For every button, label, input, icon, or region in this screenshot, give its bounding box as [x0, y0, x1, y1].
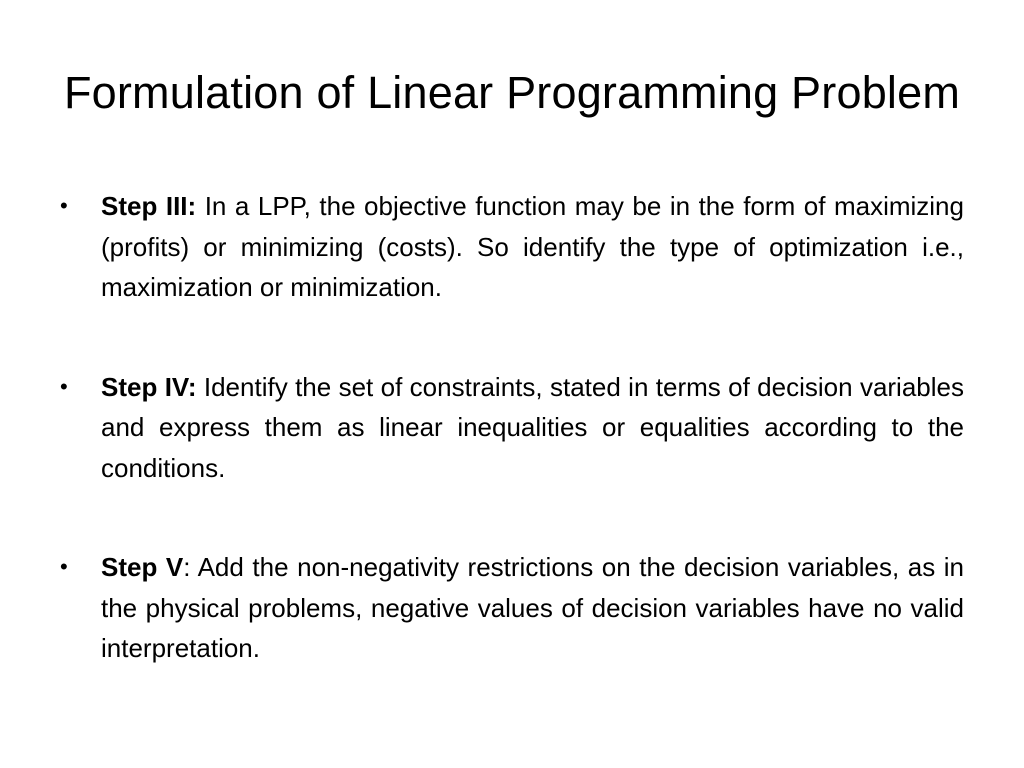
- step-label: Step V: [101, 552, 184, 582]
- step-text: In a LPP, the objective function may be in the form of maximizing (profits) or minimizing (costs). So identify the type of optimization i.e., maximization or minimization.: [101, 191, 964, 302]
- step-label: Step III:: [101, 191, 197, 221]
- bullet-item-step-iii: [60, 186, 964, 308]
- step-separator: [197, 372, 204, 402]
- bullet-icon: •: [60, 373, 68, 399]
- step-text: Add the non-negativity restrictions on the decision variables, as in the physical problems, negative values of decision variables have no valid interpretation.: [101, 552, 964, 663]
- step-separator: [196, 191, 205, 221]
- bullet-icon: •: [60, 193, 68, 218]
- bullet-item-step-v: [60, 547, 964, 669]
- bullet-item-step-iv: [60, 367, 964, 489]
- step-separator: :: [183, 552, 198, 582]
- slide-title: Formulation of Linear Programming Problem: [63, 67, 961, 119]
- step-text: Identify the set of constraints, stated in terms of decision variables and express them as linear inequalities or equalities according to the conditions.: [101, 371, 964, 483]
- bullet-list: [60, 186, 964, 728]
- bullet-icon: •: [60, 554, 68, 579]
- step-label: Step IV:: [101, 371, 197, 402]
